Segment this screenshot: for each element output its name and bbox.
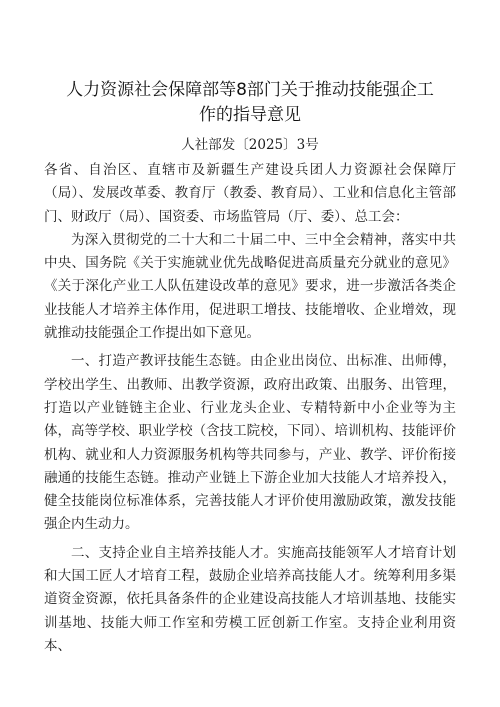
addressee-text: 各省、自治区、直辖市及新疆生产建设兵团人力资源社会保障厅（局）、发展改革委、教育厅（教委、教育局）、工业和信息化主管部门、财政厅（局）、国资委、市场监管局（厅、委）、总工会： (44, 162, 456, 225)
title-line-1: 人力资源社会保障部等8部门关于推动技能强企工 (66, 80, 434, 100)
paragraph-section-1: 一、打造产教评技能生态链。由企业出岗位、出标准、出师傅，学校出学生、出教师、出教学资源，政府出政策、出服务、出管理，打造以产业链链主企业、行业龙头企业、专精特新中小企业等为主体，高等学校、职业学校（含技工院校，下同）、培训机构、技能评价机构、就业和人力资源服务机构等共同参与，产业、教学、评价衔接融通的技能生态链。推动产业链上下游企业加大技能人才培养投入，健全技能岗位标准体系，完善技能人才评价使用激励政策，激发技能强企内生动力。 (44, 353, 456, 533)
paragraph-intro: 为深入贯彻党的二十大和二十届二中、三中全会精神，落实中共中央、国务院《关于实施就业优先战略促进高质量充分就业的意见》《关于深化产业工人队伍建设改革的意见》要求，进一步激活各类企业技能人才培养主体作用，促进职工增技、技能增收、企业增效，现就推动技能强企工作提出如下意见。 (44, 231, 456, 342)
document-title (44, 78, 456, 128)
paragraph-section-2: 二、支持企业自主培养技能人才。实施高技能领军人才培育计划和大国工匠人才培育工程，鼓励企业培养高技能人才。统筹利用多渠道资金资源，依托具备条件的企业建设高技能人才培训基地、技能实训基地、技能大师工作室和劳模工匠创新工作室。支持企业利用资本、 (44, 544, 456, 654)
title-line-2: 作的指导意见 (199, 105, 301, 125)
document-number: 人社部发〔2025〕3号 (181, 137, 319, 153)
